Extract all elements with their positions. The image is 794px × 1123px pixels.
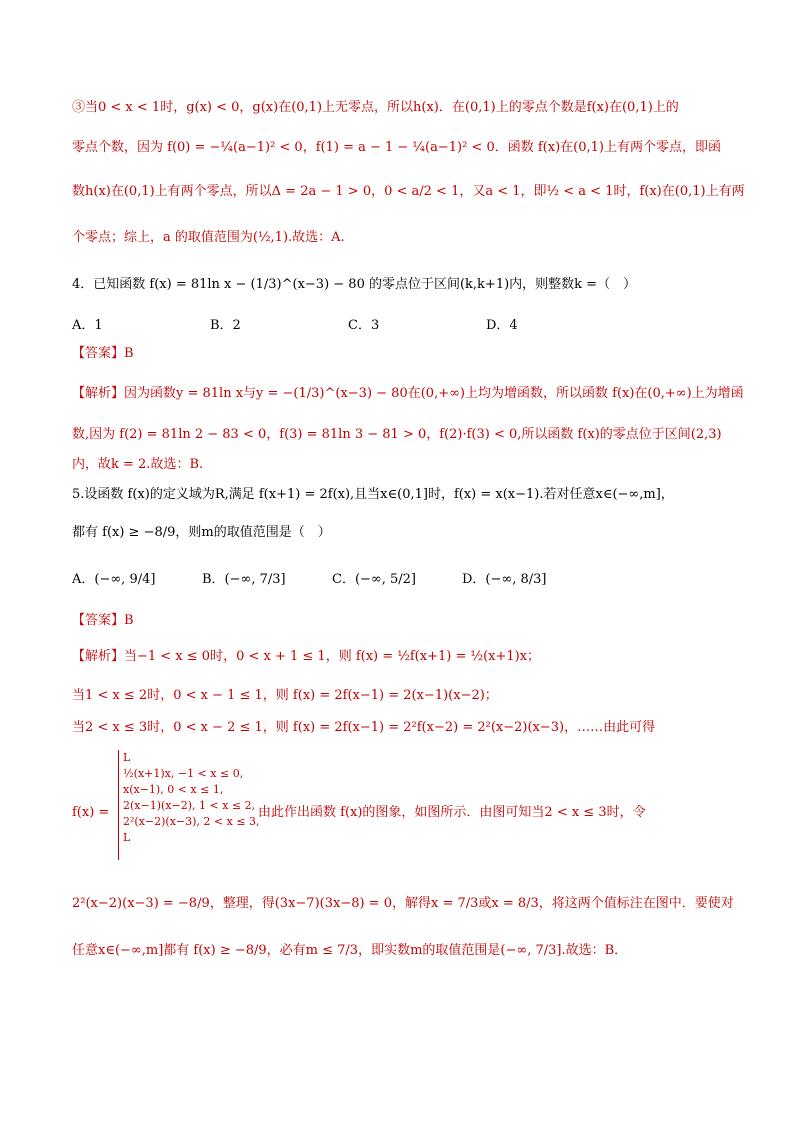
piece-line: L	[123, 751, 131, 764]
text-line: 数,因为 f(2) = 81ln 2 − 83 < 0，f(3) = 81ln 3 − 81 > 0，f(2)·f(3) < 0,所以函数 f(x)的零点位于区间(2,3)	[72, 427, 722, 442]
question-5-stem: 5.设函数 f(x)的定义域为R,满足 f(x+1) = 2f(x),且当x∈(0,1]时，f(x) = x(x−1).若对任意x∈(−∞,m]，	[72, 487, 674, 502]
option-b: B．2	[210, 318, 241, 333]
piecewise-brace	[118, 750, 260, 860]
text-line: 任意x∈(−∞,m]都有 f(x) ≥ −8/9，必有m ≤ 7/3，即实数m的取值范围是(−∞, 7/3].故选：B．	[72, 943, 628, 958]
text-line: 零点个数，因为 f(0) = −¼(a−1)² < 0，f(1) = a − 1 − ¼(a−1)² < 0．函数 f(x)在(0,1)上有两个零点，即函	[72, 140, 721, 155]
question-5-stem: 都有 f(x) ≥ −8/9，则m的取值范围是（ ）	[72, 525, 331, 540]
answer-label: 【答案】B	[72, 346, 134, 361]
option-d: D．4	[486, 318, 518, 333]
option-c: C．(−∞, 5/2]	[332, 572, 416, 587]
option-a: A．(−∞, 9/4]	[72, 572, 156, 587]
piece-line: L	[123, 831, 131, 844]
text-line: 内，故k = 2.故选：B.	[72, 457, 204, 472]
option-b: B．(−∞, 7/3]	[202, 572, 286, 587]
text-line: 个零点；综上，a 的取值范围为(½,1).故选：A.	[72, 230, 345, 245]
piece-line: x(x−1), 0 < x ≤ 1,	[123, 783, 224, 796]
piece-line: 2(x−1)(x−2), 1 < x ≤ 2,	[123, 799, 256, 812]
text-line: ③当0 < x < 1时，g(x) < 0，g(x)在(0,1)上无零点，所以h(x)．在(0,1)上的零点个数是f(x)在(0,1)上的	[72, 100, 679, 115]
text-line: 由此作出函数 f(x)的图象，如图所示．由图可知当2 < x ≤ 3时，令	[258, 805, 646, 820]
piecewise-label: f(x) =	[72, 805, 110, 820]
piece-line: ½(x+1)x, −1 < x ≤ 0,	[123, 767, 244, 780]
answer-label: 【答案】B	[72, 613, 134, 628]
text-line: 2²(x−2)(x−3) = −8/9，整理，得(3x−7)(3x−8) = 0，解得x = 7/3或x = 8/3，将这两个值标注在图中．要使对	[72, 896, 734, 911]
option-c: C．3	[348, 318, 380, 333]
text-line: 当2 < x ≤ 3时，0 < x − 2 ≤ 1，则 f(x) = 2f(x−1) = 2²f(x−2) = 2²(x−2)(x−3)，……由此可得	[72, 720, 656, 735]
option-d: D．(−∞, 8/3]	[462, 572, 547, 587]
text-line: 【解析】因为函数y = 81ln x与y = −(1/3)^(x−3) − 80在(0,+∞)上均为增函数，所以函数 f(x)在(0,+∞)上为增函	[72, 386, 744, 401]
piece-line: 2²(x−2)(x−3), 2 < x ≤ 3,	[123, 815, 260, 828]
question-4-stem: 4．已知函数 f(x) = 81ln x − (1/3)^(x−3) − 80 的零点位于区间(k,k+1)内，则整数k =（ ）	[72, 277, 637, 292]
option-a: A．1	[72, 318, 103, 333]
text-line: 数h(x)在(0,1)上有两个零点，所以Δ = 2a − 1 > 0，0 < a/2 < 1，又a < 1，即½ < a < 1时，f(x)在(0,1)上有两	[72, 184, 745, 199]
text-line: 当1 < x ≤ 2时，0 < x − 1 ≤ 1，则 f(x) = 2f(x−1) = 2(x−1)(x−2)；	[72, 688, 498, 703]
text-line: 【解析】当−1 < x ≤ 0时，0 < x + 1 ≤ 1，则 f(x) = ½f(x+1) = ½(x+1)x；	[72, 649, 541, 664]
